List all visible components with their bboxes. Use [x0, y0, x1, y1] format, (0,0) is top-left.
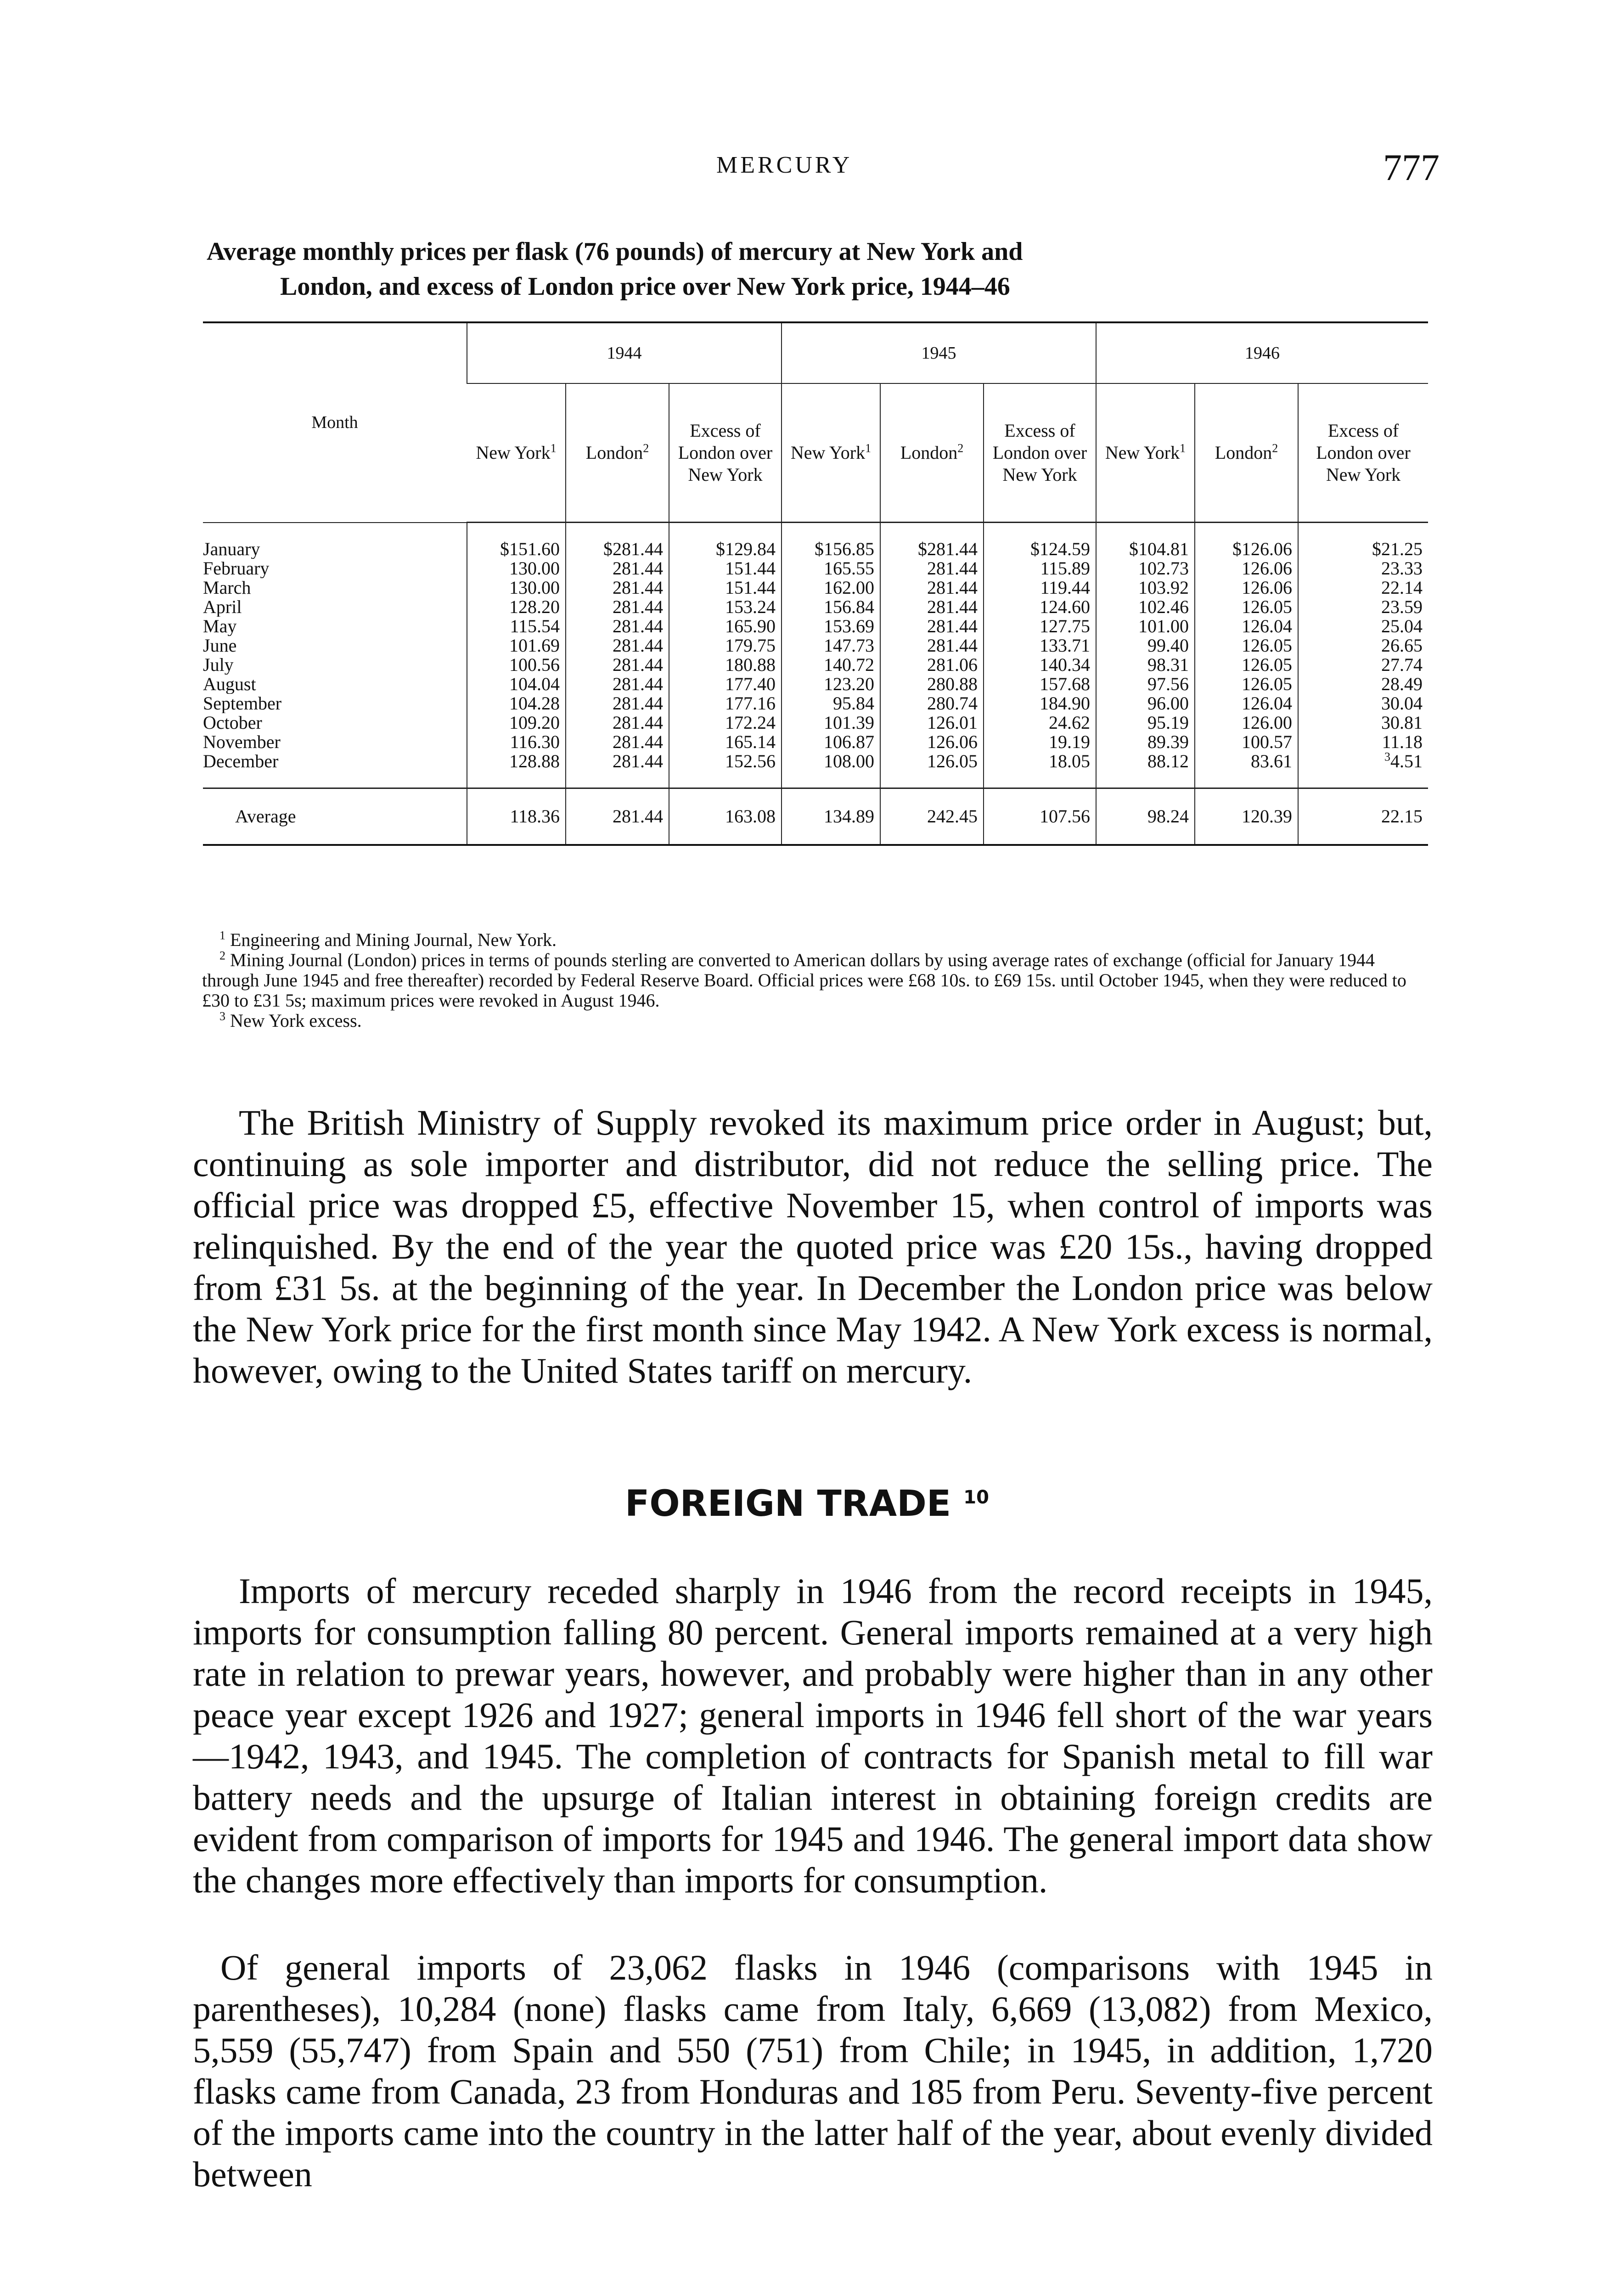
month-label: August [203, 675, 256, 694]
table-cell: 30.81 [1298, 713, 1428, 732]
table-cell: 18.05 [984, 752, 1096, 771]
table-cell: 184.90 [984, 694, 1096, 713]
month-label: June [203, 636, 237, 655]
excess-header: Excess of London over New York [1298, 383, 1428, 523]
table-cell: 281.44 [880, 597, 984, 617]
table-cell: 126.00 [1195, 713, 1298, 732]
table-row [203, 636, 1428, 655]
table-cell: 126.04 [1195, 617, 1298, 636]
table-row [203, 752, 1428, 771]
spacer-row [203, 771, 1428, 788]
table-body [203, 523, 1428, 845]
new-york-header: New York$^1$ [467, 383, 566, 523]
table-cell: 102.73 [1096, 559, 1195, 578]
table-cell: 101.69 [467, 636, 566, 655]
new-york-header: New York$^1$ [782, 383, 880, 523]
table-cell: 104.04 [467, 675, 566, 694]
table-cell: 95.19 [1096, 713, 1195, 732]
table-cell: 27.74 [1298, 655, 1428, 675]
table-cell: 162.00 [782, 578, 880, 597]
new-york-header: New York$^1$ [1096, 383, 1195, 523]
table-cell: 126.04 [1195, 694, 1298, 713]
table-cell: 22.15 [1298, 788, 1428, 845]
table-cell: 165.90 [669, 617, 782, 636]
table-cell: 115.54 [467, 617, 566, 636]
table-cell: 281.44 [566, 713, 669, 732]
table-cell: 281.44 [880, 578, 984, 597]
year-header-1944: 1944 [467, 322, 782, 383]
table-cell: 281.44 [566, 752, 669, 771]
table-cell: 151.44 [669, 578, 782, 597]
london-header: London$^2$ [880, 383, 984, 523]
table-cell: 281.44 [880, 636, 984, 655]
table-cell: 11.18 [1298, 732, 1428, 752]
table-cell: 22.14 [1298, 578, 1428, 597]
table-cell: $21.25 [1298, 540, 1428, 559]
table-cell: 281.44 [566, 694, 669, 713]
table-cell: $^3$4.51 [1298, 752, 1428, 771]
month-label: May [203, 617, 237, 636]
table-cell: 98.31 [1096, 655, 1195, 675]
table-cell: 115.89 [984, 559, 1096, 578]
table-cell: 281.44 [566, 675, 669, 694]
table-cell: 177.40 [669, 675, 782, 694]
table-notes [202, 930, 1433, 1031]
table-cell: 165.55 [782, 559, 880, 578]
table-cell: 242.45 [880, 788, 984, 845]
table-note-2: $^2$ Mining Journal (London) prices in terms of pounds sterling are converted to American dollars by using average rates of exchange (official for January 1944 through June 1945 and free thereafter) recorded by Federal Reserve Board. Official prices were £68 10s. to £69 15s. until October 1945, when they were reduced to £30 to £31 5s; maximum prices were revoked in August 1946. [202, 949, 1406, 1011]
table-cell: 24.62 [984, 713, 1096, 732]
table-cell: 116.30 [467, 732, 566, 752]
table-cell: 281.44 [880, 559, 984, 578]
table-cell: 25.04 [1298, 617, 1428, 636]
table-cell: 126.05 [1195, 636, 1298, 655]
table-cell: 126.05 [1195, 597, 1298, 617]
average-row [203, 788, 1428, 845]
table-cell: 281.44 [566, 559, 669, 578]
table-cell: 104.28 [467, 694, 566, 713]
table-cell: 140.72 [782, 655, 880, 675]
table-cell: 133.71 [984, 636, 1096, 655]
month-label: October [203, 713, 262, 732]
table-cell: 128.88 [467, 752, 566, 771]
table-cell: 147.73 [782, 636, 880, 655]
table-cell: 130.00 [467, 559, 566, 578]
table-cell: 108.00 [782, 752, 880, 771]
table-cell: 126.06 [1195, 559, 1298, 578]
table-cell: 19.19 [984, 732, 1096, 752]
table-cell: 281.44 [566, 788, 669, 845]
paragraph-imports: Imports of mercury receded sharply in 1946 from the record receipts in 1945, imports for consumption falling 80 percent. General imports remained at a very high rate in relation to prewar years, however, and probably were higher than in any other peace year except 1926 and 1927; general imports in 1946 fell short of the war years—1942, 1943, and 1945. The completion of contracts for Spanish metal to fill war battery needs and the upsurge of Italian interest in obtaining foreign credits are evident from comparison of imports for 1945 and 1946. The general import data show the changes more effectively than imports for consumption. [193, 1571, 1433, 1900]
table-cell: 100.57 [1195, 732, 1298, 752]
table-cell: 102.46 [1096, 597, 1195, 617]
month-label: February [203, 559, 270, 578]
table-cell: 177.16 [669, 694, 782, 713]
table-cell: $126.06 [1195, 540, 1298, 559]
table-row [203, 732, 1428, 752]
year-header-1945: 1945 [782, 322, 1096, 383]
table-cell: 126.01 [880, 713, 984, 732]
table-cell: 28.49 [1298, 675, 1428, 694]
table-cell: $156.85 [782, 540, 880, 559]
month-label: Average [203, 788, 467, 845]
table-cell: 26.65 [1298, 636, 1428, 655]
table-title-line-1: Average monthly prices per flask (76 pounds) of mercury at New York and [207, 237, 1023, 266]
table-note-1: $^1$ Engineering and Mining Journal, New York. [219, 929, 557, 950]
table-cell: 165.14 [669, 732, 782, 752]
table-cell: 103.92 [1096, 578, 1195, 597]
month-label: April [203, 597, 242, 617]
table-cell: 281.44 [566, 578, 669, 597]
table-cell: 96.00 [1096, 694, 1195, 713]
table-row [203, 540, 1428, 559]
table-cell: 140.34 [984, 655, 1096, 675]
page-number: 777 [1383, 146, 1440, 188]
table-cell: 118.36 [467, 788, 566, 845]
table-cell: 130.00 [467, 578, 566, 597]
table-cell: 163.08 [669, 788, 782, 845]
heading-footnote-mark: 10 [963, 1487, 989, 1508]
month-column-header: Month [203, 322, 467, 523]
table-cell: 88.12 [1096, 752, 1195, 771]
table-cell: 97.56 [1096, 675, 1195, 694]
table-cell: 23.59 [1298, 597, 1428, 617]
table-cell: $281.44 [880, 540, 984, 559]
table-row [203, 617, 1428, 636]
table-cell: 99.40 [1096, 636, 1195, 655]
table-cell: 123.20 [782, 675, 880, 694]
table-cell: 281.44 [566, 655, 669, 675]
table-cell: 23.33 [1298, 559, 1428, 578]
table-cell: 95.84 [782, 694, 880, 713]
table-cell: 156.84 [782, 597, 880, 617]
table-cell: 127.75 [984, 617, 1096, 636]
table-cell: 126.06 [880, 732, 984, 752]
table-cell: 281.06 [880, 655, 984, 675]
month-label: March [203, 578, 251, 597]
section-heading-foreign-trade: FOREIGN TRADE $^{10}$ [625, 1483, 989, 1525]
table-cell: 126.05 [880, 752, 984, 771]
table-cell: 153.69 [782, 617, 880, 636]
table-title-line-2: London, and excess of London price over New York price, 1944–46 [280, 272, 1010, 301]
table-cell: 281.44 [566, 636, 669, 655]
table-cell: 126.05 [1195, 675, 1298, 694]
table-cell: 280.88 [880, 675, 984, 694]
table-cell: 179.75 [669, 636, 782, 655]
table-cell: 134.89 [782, 788, 880, 845]
table-cell: 120.39 [1195, 788, 1298, 845]
table-cell: 89.39 [1096, 732, 1195, 752]
year-header-row [203, 322, 1428, 383]
table-cell: $151.60 [467, 540, 566, 559]
table-row [203, 675, 1428, 694]
excess-header: Excess of London over New York [984, 383, 1096, 523]
table-cell: 153.24 [669, 597, 782, 617]
month-label: December [203, 752, 279, 771]
table-cell: 126.06 [1195, 578, 1298, 597]
table-cell: 98.24 [1096, 788, 1195, 845]
table-cell: 101.00 [1096, 617, 1195, 636]
table-cell: 128.20 [467, 597, 566, 617]
table-cell: 152.56 [669, 752, 782, 771]
table-cell: 281.44 [880, 617, 984, 636]
table-cell: 124.60 [984, 597, 1096, 617]
table-cell: $124.59 [984, 540, 1096, 559]
table-row [203, 597, 1428, 617]
table-cell: 109.20 [467, 713, 566, 732]
month-label: July [203, 655, 234, 675]
table-cell: 281.44 [566, 617, 669, 636]
year-header-1946: 1946 [1096, 322, 1428, 383]
table-title [207, 234, 1446, 304]
paragraph-ministry-of-supply: The British Ministry of Supply revoked its maximum price order in August; but, continuing as sole importer and distributor, did not reduce the selling price. The official price was dropped £5, effective November 15, when control of imports was relinquished. By the end of the year the quoted price was £20 15s., having dropped from £31 5s. at the beginning of the year. In December the London price was below the New York price for the first month since May 1942. A New York excess is normal, however, owing to the United States tariff on mercury. [193, 1103, 1433, 1390]
table-cell: 107.56 [984, 788, 1096, 845]
table-note-3: $^3$ New York excess. [219, 1009, 362, 1031]
table-cell: $281.44 [566, 540, 669, 559]
table-cell: 281.44 [566, 597, 669, 617]
month-label: January [203, 540, 260, 559]
table-cell: 119.44 [984, 578, 1096, 597]
london-header: London$^2$ [566, 383, 669, 523]
table-cell: 172.24 [669, 713, 782, 732]
table-cell: 83.61 [1195, 752, 1298, 771]
table-row [203, 578, 1428, 597]
table-row [203, 713, 1428, 732]
paragraph-general-imports: Of general imports of 23,062 flasks in 1946 (comparisons with 1945 in parentheses), 10,284 (none) flasks came from Italy, 6,669 (13,082) from Mexico, 5,559 (55,747) from Spain and 550 (751) from Chile; in 1945, in addition, 1,720 flasks came from Canada, 23 from Honduras and 185 from Peru. Seventy-five percent of the imports came into the country in the latter half of the year, about evenly divided between [193, 1947, 1433, 2194]
table-cell: 30.04 [1298, 694, 1428, 713]
table-cell: 281.44 [566, 732, 669, 752]
table-cell: 101.39 [782, 713, 880, 732]
table-row [203, 694, 1428, 713]
running-head: MERCURY [716, 152, 853, 178]
excess-header: Excess of London over New York [669, 383, 782, 523]
mercury-price-table [203, 321, 1428, 846]
london-header: London$^2$ [1195, 383, 1298, 523]
table-cell: 180.88 [669, 655, 782, 675]
table-cell: 280.74 [880, 694, 984, 713]
month-label: September [203, 694, 282, 713]
table-cell: $104.81 [1096, 540, 1195, 559]
page-header [0, 146, 1614, 197]
table-cell: $129.84 [669, 540, 782, 559]
table-row [203, 559, 1428, 578]
table-cell: 106.87 [782, 732, 880, 752]
month-label: November [203, 732, 281, 752]
table-row [203, 655, 1428, 675]
table-cell: 151.44 [669, 559, 782, 578]
table-cell: 157.68 [984, 675, 1096, 694]
table-cell: 100.56 [467, 655, 566, 675]
table-cell: 126.05 [1195, 655, 1298, 675]
spacer-row [203, 523, 1428, 540]
